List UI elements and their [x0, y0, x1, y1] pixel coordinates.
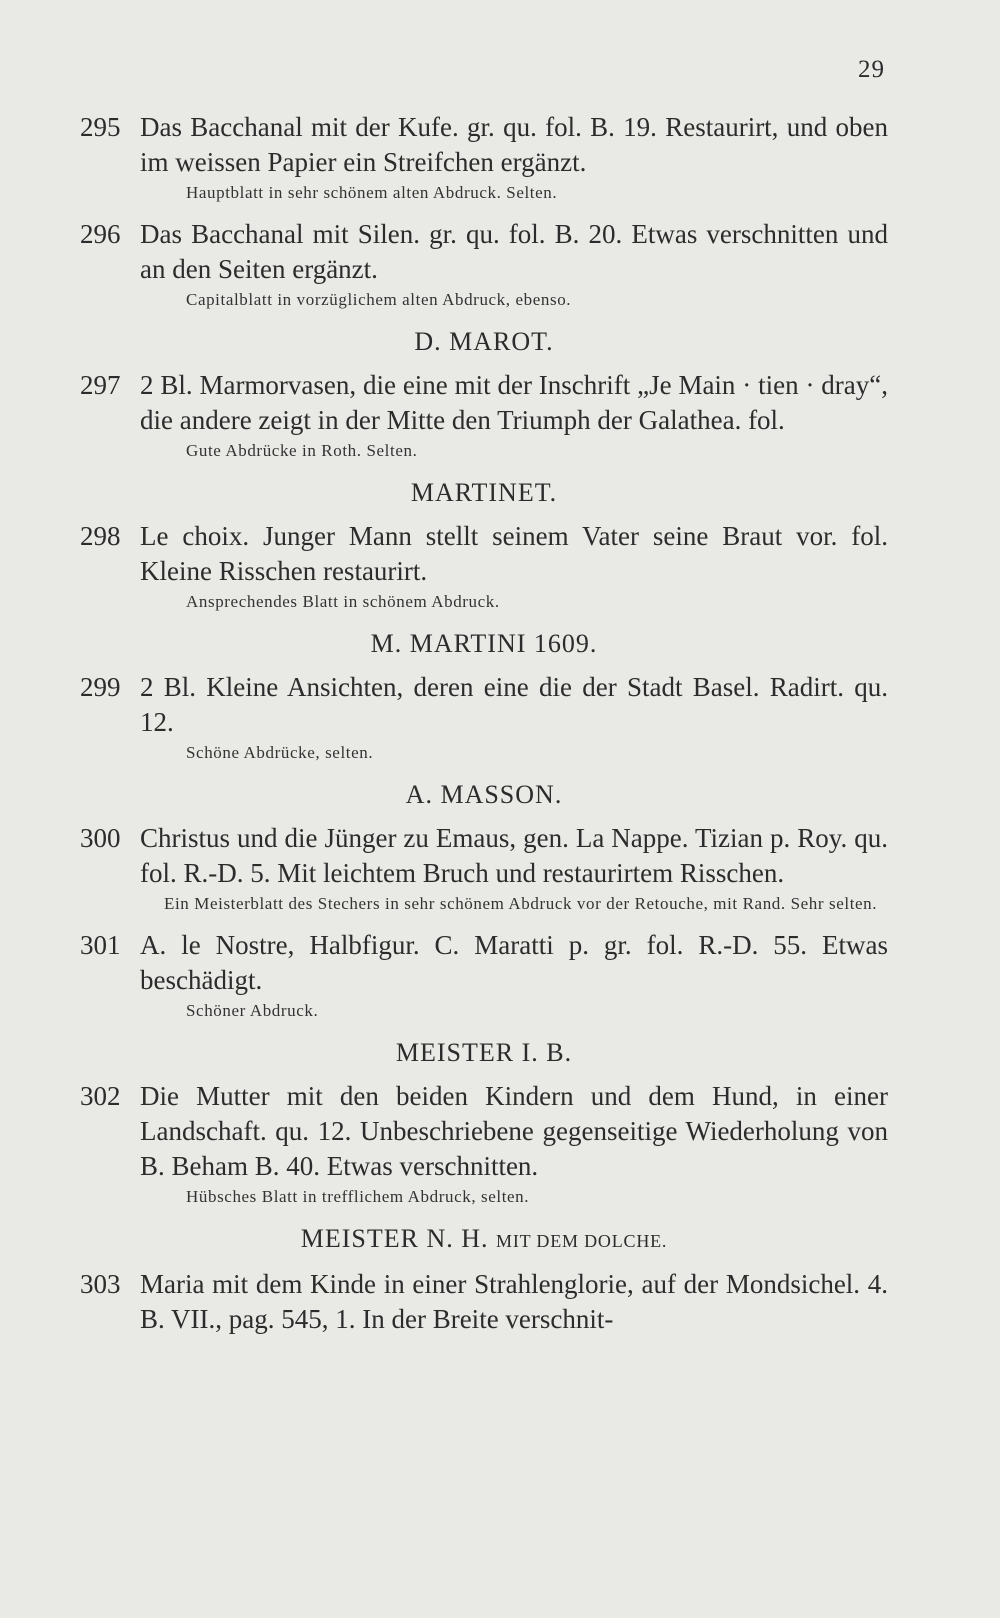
catalogue-entry — [80, 519, 888, 614]
heading-main: MEISTER N. H. — [300, 1224, 489, 1253]
entry-description: A. le Nostre, Halbfigur. C. Maratti p. gr. fol. R.-D. 55. Etwas beschädigt. — [140, 930, 888, 995]
entry-note: Ansprechendes Blatt in schönem Abdruck. — [186, 592, 500, 611]
entry-description: Das Bacchanal mit Silen. gr. qu. fol. B. 20. Etwas verschnitten und an den Seiten ergänzt. — [140, 219, 888, 284]
entry-number: 297 — [80, 370, 121, 400]
catalogue-content — [80, 110, 888, 1337]
entry-description: 2 Bl. Kleine Ansichten, deren eine die der Stadt Basel. Radirt. qu. 12. — [140, 672, 888, 737]
section-heading-martini: M. MARTINI 1609. — [370, 629, 598, 658]
catalogue-entry — [80, 1267, 888, 1337]
entry-number: 296 — [80, 219, 121, 249]
entry-number: 299 — [80, 672, 121, 702]
entry-number: 301 — [80, 930, 121, 960]
entry-description: Die Mutter mit den beiden Kindern und dem Hund, in einer Landschaft. qu. 12. Unbeschriebene gegenseitige Wiederholung von B. Beham B. 40. Etwas verschnitten. — [140, 1081, 888, 1181]
entry-description: Le choix. Junger Mann stellt seinem Vater seine Braut vor. fol. Kleine Risschen restaurirt. — [140, 521, 888, 586]
catalogue-entry — [80, 928, 888, 1023]
section-heading-meister-nh — [80, 1223, 888, 1257]
section-heading-masson: A. MASSON. — [405, 780, 563, 809]
entry-note: Gute Abdrücke in Roth. Selten. — [186, 441, 418, 460]
entry-note: Hauptblatt in sehr schönem alten Abdruck. Selten. — [186, 183, 558, 202]
entry-description: Maria mit dem Kinde in einer Strahlenglorie, auf der Mondsichel. 4. B. VII., pag. 545, 1. In der Breite verschnit- — [140, 1269, 888, 1334]
catalogue-entry — [80, 368, 888, 463]
section-heading-marot: D. MAROT. — [414, 327, 554, 356]
entry-note: Capitalblatt in vorzüglichem alten Abdruck, ebenso. — [186, 290, 572, 309]
entry-number: 303 — [80, 1269, 121, 1299]
entry-number: 302 — [80, 1081, 121, 1111]
catalogue-entry — [80, 670, 888, 765]
entry-number: 298 — [80, 521, 121, 551]
heading-sub: MIT DEM DOLCHE. — [496, 1231, 668, 1251]
entry-number: 300 — [80, 823, 121, 853]
section-heading-martinet: MARTINET. — [410, 478, 558, 507]
entry-number: 295 — [80, 112, 121, 142]
entry-note: Hübsches Blatt in trefflichem Abdruck, selten. — [186, 1187, 530, 1206]
catalogue-entry — [80, 821, 888, 916]
entry-note: Schöne Abdrücke, selten. — [186, 743, 374, 762]
catalogue-entry — [80, 217, 888, 312]
catalogue-entry — [80, 1079, 888, 1209]
section-heading-meister-ib: MEISTER I. B. — [395, 1038, 573, 1067]
entry-note: Schöner Abdruck. — [186, 1001, 319, 1020]
entry-description: Das Bacchanal mit der Kufe. gr. qu. fol. B. 19. Restaurirt, und oben im weissen Papier ein Streifchen ergänzt. — [140, 112, 888, 177]
entry-description: 2 Bl. Marmorvasen, die eine mit der Inschrift „Je Main · tien · dray“, die andere zeigt in der Mitte den Triumph der Galathea. fol. — [140, 370, 888, 435]
entry-description: Christus und die Jünger zu Emaus, gen. La Nappe. Tizian p. Roy. qu. fol. R.-D. 5. Mit leichtem Bruch und restaurirtem Risschen. — [140, 823, 888, 888]
catalogue-entry — [80, 110, 888, 205]
entry-note: Ein Meisterblatt des Stechers in sehr schönem Abdruck vor der Retouche, mit Rand. Sehr selten. — [164, 894, 878, 913]
page-number: 29 — [858, 56, 885, 83]
